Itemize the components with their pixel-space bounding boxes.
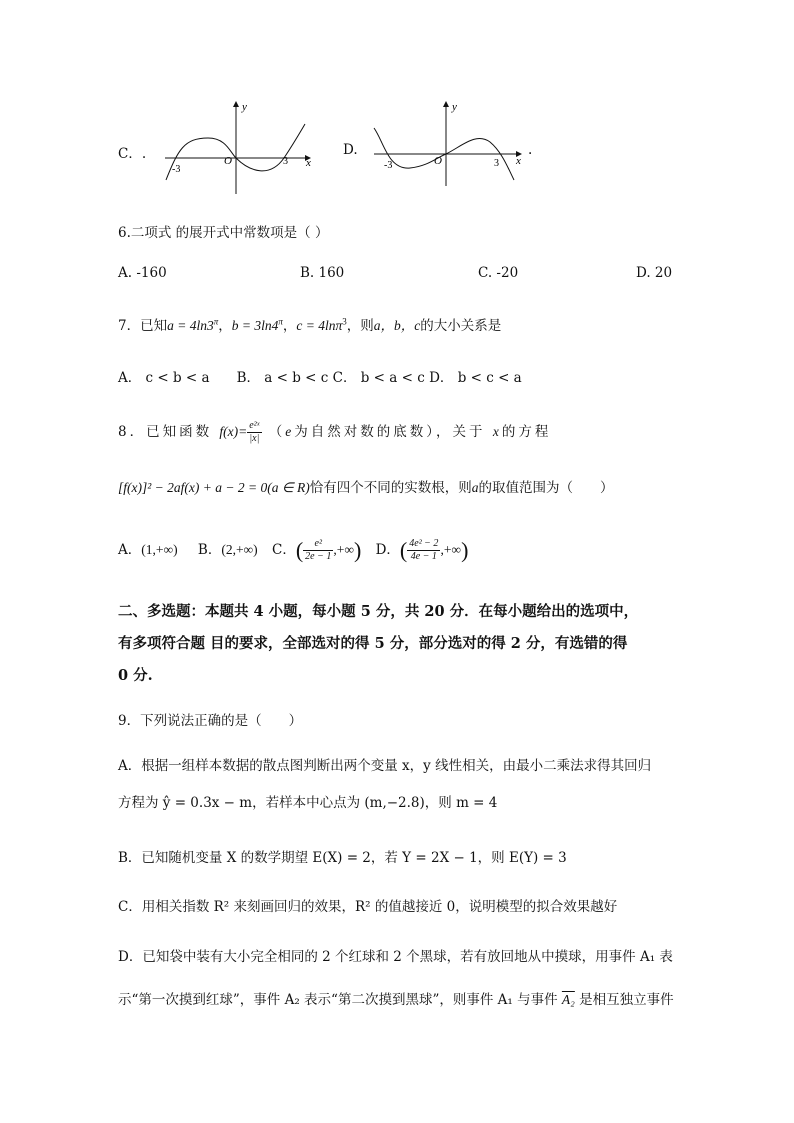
q7-b-sup: π [278,316,283,327]
q8-f-num: e²ˣ [249,420,260,431]
q8-f-fraction [247,420,261,445]
q9-option-a-line2: 方程为 ŷ = 0.3x − m，若样本中心点为 (m,−2.8)，则 m = 4 [118,795,498,811]
q8-option-d-num: 4e² − 2 [409,538,439,549]
q7-a-expr: a = 4ln3 [167,318,214,333]
q8-option-a: (1,+∞) [141,542,178,557]
q8-var-x: x [492,424,502,439]
q9-option-d-line2-post: 是相互独立事件 [574,992,674,1008]
q8-option-c-fraction [303,538,333,563]
option-c-label: C．. [118,146,147,162]
q8-option-c-den: 2e − 1 [305,551,332,562]
q8-option-c-tail: ,+∞ [333,542,354,557]
q9-option-d-line2 [118,988,674,1008]
q8-note-end: 的方程 [501,424,552,440]
section2-line2: 有多项符合题 目的要求，全部选对的得 5 分，部分选对的得 2 分，有选错的得 [118,635,628,652]
origin-label: O [434,155,442,167]
q8-options: A．(1,+∞) B．(2,+∞) C．( $\frac{\text{e²}}{2e - 1}$ ,+∞) D．( $\frac{\text{4e² − 2}}{4e - 1}$ ,+∞) [118,537,469,563]
q8-option-c-label: C． [271,542,296,558]
q6-option-c: C. -20 [478,265,519,281]
q7-suffix: 的大小关系是 [420,318,502,334]
axis-y-label: y [242,101,247,113]
q8-condition: 恰有四个不同的实数根，则 [309,480,472,496]
q7-options: A． c < b < a B． a < b < c C． b < a < c D． b < c < a [118,370,522,386]
q7-c-expr: c = 4lnπ [296,318,343,333]
q8-prefix: 8．已知函数 [118,424,213,440]
q6-option-b: B. 160 [300,265,345,281]
q8-option-d-den: 4e − 1 [410,551,437,562]
q6-option-d: D. 20 [636,265,673,281]
axis-x-label: x [516,155,521,167]
q6-option-a: A. -160 [118,265,167,281]
q9-stem: 9．下列说法正确的是（ ） [118,713,303,729]
q8-equation: [f(x)]² − 2af(x) + a − 2 = 0(a ∈ R) [118,480,310,495]
q8-condition-end: 的取值范围为（ ） [478,480,614,496]
origin-label: O [224,155,232,167]
q8-option-d-tail: ,+∞ [440,542,462,557]
tick-neg-label: -3 [172,164,181,175]
q8-stem-line2 [118,476,613,496]
q6-stem: 6.二项式 的展开式中常数项是（ ） [118,225,329,241]
q7-stem: 7．已知$a = 4\ln 3^\pi$，$b = 3\ln 4^\pi$，c = 4lnπ$^3$，则a，b，c的大小关系是 [118,316,502,334]
graph-d [366,98,526,188]
q7-prefix: 7．已知 [118,318,168,334]
q8-note-rest: 为自然对数的底数），关于 [294,424,486,440]
q8-stem-line1 [118,420,551,445]
section2-line3: 0 分. [118,667,153,684]
q8-f-lhs: f(x)= [219,424,248,439]
q8-f-den: |x| [249,433,260,444]
tick-neg-label: -3 [384,160,393,171]
q7-c-sup: 3 [342,316,347,327]
q9-option-d-complement: A₂ [561,992,575,1007]
q8-option-d-label: D． [375,542,400,558]
axis-x-label: x [306,157,311,169]
q8-option-b-label: B． [197,542,222,558]
q8-option-a-label: A． [118,542,142,558]
q9-option-d-line2-pre: 示“第一次摸到红球”，事件 A₂ 表示“第二次摸到黑球”，则事件 A₁ 与事件 [118,992,562,1008]
section2-line1: 二、多选题：本题共 4 小题，每小题 5 分，共 20 分．在每小题给出的选项中， [118,603,639,620]
q8-option-b: (2,+∞) [221,542,258,557]
q8-option-d-fraction [407,538,440,563]
q7-vars: a，b，c [373,318,421,333]
tick-pos-label: 3 [283,156,288,167]
q7-a-sup: π [213,316,219,327]
option-d-label: D. [343,142,358,158]
q8-var-a: a [471,480,479,495]
q9-option-a-line1: A．根据一组样本数据的散点图判断出两个变量 x，y 线性相关，由最小二乘法求得其回归 [118,758,652,774]
axis-y-label: y [452,101,457,113]
q9-option-b: B．已知随机变量 X 的数学期望 E(X) = 2，若 Y = 2X − 1，则 E(Y) = 3 [118,850,567,866]
q8-note-e: e [285,424,295,439]
q7-b-expr: b = 3ln4 [231,318,279,333]
graph-c [160,98,318,196]
q9-option-c: C．用相关指数 R² 来刻画回归的效果，R² 的值越接近 0，说明模型的拟合效果越好 [118,899,618,915]
option-d-suffix: . [528,142,533,158]
q9-option-d-line1: D．已知袋中装有大小完全相同的 2 个红球和 2 个黑球，若有放回地从中摸球，用事件 A₁ 表 [118,949,673,965]
q8-option-c-num: e² [303,538,333,551]
tick-pos-label: 3 [494,158,499,169]
q7-mid: ，则 [346,318,374,334]
q8-note-pre: （ [268,424,286,440]
